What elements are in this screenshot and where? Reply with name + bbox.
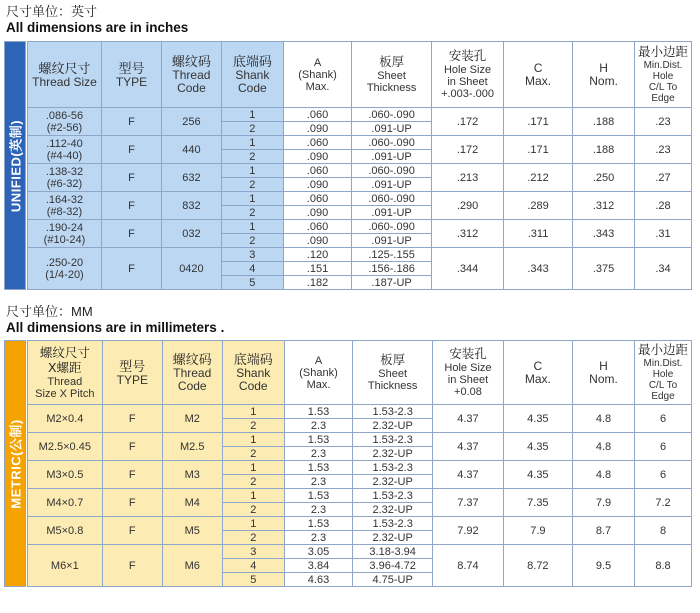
a-shank-cell: .090 xyxy=(283,178,351,192)
sheet-thickness-cell: .060-.090 xyxy=(352,108,432,122)
header-h-nom: H Nom. xyxy=(573,341,635,405)
a-shank-cell: .120 xyxy=(283,248,351,262)
header-min-dist: 最小边距 Min.Dist. Hole C/L To Edge xyxy=(635,42,692,108)
thread-code-cell: 032 xyxy=(162,220,222,248)
type-cell: F xyxy=(101,220,161,248)
a-shank-cell: 2.3 xyxy=(284,447,352,461)
a-shank-cell: .090 xyxy=(283,150,351,164)
thread-size-cell: M2.5×0.45 xyxy=(28,433,103,461)
thread-code-cell: M4 xyxy=(162,489,222,517)
min-dist-cell: 6 xyxy=(635,461,692,489)
type-cell: F xyxy=(102,433,162,461)
thread-code-cell: 832 xyxy=(162,192,222,220)
h-nom-cell: 4.8 xyxy=(573,433,635,461)
header-c-max: C Max. xyxy=(503,42,572,108)
min-dist-cell: 6 xyxy=(635,405,692,433)
hole-size-cell: .290 xyxy=(432,192,504,220)
sheet-thickness-cell: 2.32-UP xyxy=(353,475,433,489)
h-nom-cell: .343 xyxy=(573,220,635,248)
sheet-thickness-cell: 1.53-2.3 xyxy=(353,433,433,447)
a-shank-cell: .090 xyxy=(283,206,351,220)
h-nom-cell: .312 xyxy=(573,192,635,220)
header-sheet-thickness: 板厚 Sheet Thickness xyxy=(352,42,432,108)
hole-size-cell: 4.37 xyxy=(433,461,503,489)
a-shank-cell: .060 xyxy=(283,220,351,234)
sheet-thickness-cell: 3.18-3.94 xyxy=(353,545,433,559)
shank-code-cell: 2 xyxy=(222,419,284,433)
shank-code-cell: 3 xyxy=(221,248,283,262)
sheet-thickness-cell: 4.75-UP xyxy=(353,573,433,587)
sheet-thickness-cell: 1.53-2.3 xyxy=(353,489,433,503)
h-nom-cell: .250 xyxy=(573,164,635,192)
thread-code-cell: 632 xyxy=(162,164,222,192)
h-nom-cell: .375 xyxy=(573,248,635,290)
hole-size-cell: .312 xyxy=(432,220,504,248)
thread-size-cell: M6×1 xyxy=(28,545,103,587)
a-shank-cell: .060 xyxy=(283,164,351,178)
thread-size-cell: .138-32 (#6-32) xyxy=(28,164,102,192)
type-cell: F xyxy=(102,461,162,489)
h-nom-cell: 8.7 xyxy=(573,517,635,545)
h-nom-cell: .188 xyxy=(573,108,635,136)
sheet-thickness-cell: 1.53-2.3 xyxy=(353,461,433,475)
c-max-cell: 7.35 xyxy=(503,489,572,517)
h-nom-cell: 9.5 xyxy=(573,545,635,587)
thread-size-cell: M3×0.5 xyxy=(28,461,103,489)
thread-code-cell: M2.5 xyxy=(162,433,222,461)
c-max-cell: .171 xyxy=(503,108,572,136)
shank-code-cell: 1 xyxy=(222,461,284,475)
inch-unit-label: 尺寸单位：英寸 xyxy=(6,4,98,19)
hole-size-cell: 8.74 xyxy=(433,545,503,587)
a-shank-cell: 1.53 xyxy=(284,433,352,447)
header-thread-size: 螺纹尺寸 Thread Size xyxy=(28,42,102,108)
type-cell: F xyxy=(102,545,162,587)
metric-title: All dimensions are in millimeters . xyxy=(6,320,225,335)
header-type: 型号 TYPE xyxy=(101,42,161,108)
a-shank-cell: .090 xyxy=(283,234,351,248)
table-row xyxy=(28,164,692,178)
sheet-thickness-cell: .091-UP xyxy=(352,122,432,136)
table-row xyxy=(28,192,692,206)
min-dist-cell: .27 xyxy=(635,164,692,192)
shank-code-cell: 1 xyxy=(221,164,283,178)
header-shank-code: 底端码 Shank Code xyxy=(222,341,284,405)
thread-size-cell: .112-40 (#4-40) xyxy=(28,136,102,164)
inch-table xyxy=(27,41,692,290)
a-shank-cell: 2.3 xyxy=(284,419,352,433)
sheet-thickness-cell: .125-.155 xyxy=(352,248,432,262)
sheet-thickness-cell: .091-UP xyxy=(352,178,432,192)
shank-code-cell: 1 xyxy=(222,517,284,531)
min-dist-cell: .28 xyxy=(635,192,692,220)
sheet-thickness-cell: .060-.090 xyxy=(352,136,432,150)
sheet-thickness-cell: .060-.090 xyxy=(352,164,432,178)
c-max-cell: .171 xyxy=(503,136,572,164)
sheet-thickness-cell: .156-.186 xyxy=(352,262,432,276)
c-max-cell: 4.35 xyxy=(503,461,572,489)
shank-code-cell: 2 xyxy=(222,447,284,461)
header-thread-code: 螺纹码 Thread Code xyxy=(162,341,222,405)
hole-size-cell: 4.37 xyxy=(433,433,503,461)
type-cell: F xyxy=(101,164,161,192)
sheet-thickness-cell: .091-UP xyxy=(352,234,432,248)
metric-header-row xyxy=(28,341,692,405)
type-cell: F xyxy=(101,136,161,164)
shank-code-cell: 5 xyxy=(222,573,284,587)
table-row xyxy=(28,461,692,475)
a-shank-cell: 3.05 xyxy=(284,545,352,559)
a-shank-cell: 3.84 xyxy=(284,559,352,573)
a-shank-cell: 1.53 xyxy=(284,405,352,419)
hole-size-cell: .172 xyxy=(432,136,504,164)
inch-header-row xyxy=(28,42,692,108)
thread-code-cell: 440 xyxy=(162,136,222,164)
shank-code-cell: 1 xyxy=(222,405,284,419)
header-thread-size-pitch: 螺纹尺寸 X螺距 Thread Size X Pitch xyxy=(28,341,103,405)
a-shank-cell: 2.3 xyxy=(284,531,352,545)
thread-code-cell: M2 xyxy=(162,405,222,433)
header-h-nom: H Nom. xyxy=(573,42,635,108)
a-shank-cell: 1.53 xyxy=(284,489,352,503)
thread-code-cell: 256 xyxy=(162,108,222,136)
header-a-shank: A (Shank) Max. xyxy=(283,42,351,108)
header-type: 型号 TYPE xyxy=(102,341,162,405)
sheet-thickness-cell: 2.32-UP xyxy=(353,531,433,545)
a-shank-cell: 1.53 xyxy=(284,517,352,531)
sheet-thickness-cell: 2.32-UP xyxy=(353,503,433,517)
hole-size-cell: 7.37 xyxy=(433,489,503,517)
hole-size-cell: .213 xyxy=(432,164,504,192)
shank-code-cell: 1 xyxy=(222,433,284,447)
thread-size-cell: M4×0.7 xyxy=(28,489,103,517)
hole-size-cell: .344 xyxy=(432,248,504,290)
type-cell: F xyxy=(102,405,162,433)
sheet-thickness-cell: 1.53-2.3 xyxy=(353,405,433,419)
thread-code-cell: 0420 xyxy=(162,248,222,290)
type-cell: F xyxy=(102,489,162,517)
thread-size-cell: .250-20 (1/4-20) xyxy=(28,248,102,290)
header-thread-code: 螺纹码 Thread Code xyxy=(162,42,222,108)
type-cell: F xyxy=(101,192,161,220)
shank-code-cell: 2 xyxy=(222,531,284,545)
shank-code-cell: 5 xyxy=(221,276,283,290)
inch-side-label: UNIFIED(英制) xyxy=(4,41,26,290)
type-cell: F xyxy=(101,108,161,136)
sheet-thickness-cell: .091-UP xyxy=(352,150,432,164)
metric-side-label: METRIC(公制) xyxy=(4,340,26,587)
shank-code-cell: 2 xyxy=(221,150,283,164)
a-shank-cell: .060 xyxy=(283,136,351,150)
shank-code-cell: 2 xyxy=(221,206,283,220)
table-row xyxy=(28,405,692,419)
shank-code-cell: 1 xyxy=(222,489,284,503)
metric-unit-label: 尺寸单位：MM xyxy=(6,304,93,319)
header-min-dist: 最小边距 Min.Dist. Hole C/L To Edge xyxy=(635,341,692,405)
hole-size-cell: 7.92 xyxy=(433,517,503,545)
sheet-thickness-cell: .091-UP xyxy=(352,206,432,220)
header-a-shank: A (Shank) Max. xyxy=(284,341,352,405)
metric-table xyxy=(27,340,692,587)
shank-code-cell: 2 xyxy=(221,122,283,136)
a-shank-cell: 1.53 xyxy=(284,461,352,475)
c-max-cell: 4.35 xyxy=(503,433,572,461)
shank-code-cell: 2 xyxy=(222,503,284,517)
table-row xyxy=(28,136,692,150)
table-row xyxy=(28,248,692,262)
sheet-thickness-cell: 1.53-2.3 xyxy=(353,517,433,531)
header-sheet-thickness: 板厚 Sheet Thickness xyxy=(353,341,433,405)
sheet-thickness-cell: .060-.090 xyxy=(352,220,432,234)
type-cell: F xyxy=(101,248,161,290)
sheet-thickness-cell: 2.32-UP xyxy=(353,447,433,461)
table-row xyxy=(28,545,692,559)
min-dist-cell: .23 xyxy=(635,136,692,164)
min-dist-cell: 7.2 xyxy=(635,489,692,517)
thread-code-cell: M6 xyxy=(162,545,222,587)
table-row xyxy=(28,108,692,122)
c-max-cell: .311 xyxy=(503,220,572,248)
shank-code-cell: 2 xyxy=(222,475,284,489)
min-dist-cell: .31 xyxy=(635,220,692,248)
h-nom-cell: 7.9 xyxy=(573,489,635,517)
thread-size-cell: .190-24 (#10-24) xyxy=(28,220,102,248)
header-hole-size: 安装孔 Hole Size in Sheet +0.08 xyxy=(433,341,503,405)
thread-size-cell: .086-56 (#2-56) xyxy=(28,108,102,136)
c-max-cell: .343 xyxy=(503,248,572,290)
a-shank-cell: .090 xyxy=(283,122,351,136)
sheet-thickness-cell: .187-UP xyxy=(352,276,432,290)
table-row xyxy=(28,517,692,531)
a-shank-cell: 2.3 xyxy=(284,503,352,517)
header-hole-size: 安装孔 Hole Size in Sheet +.003-.000 xyxy=(432,42,504,108)
a-shank-cell: .060 xyxy=(283,192,351,206)
h-nom-cell: 4.8 xyxy=(573,405,635,433)
type-cell: F xyxy=(102,517,162,545)
hole-size-cell: 4.37 xyxy=(433,405,503,433)
table-row xyxy=(28,489,692,503)
c-max-cell: 8.72 xyxy=(503,545,572,587)
shank-code-cell: 1 xyxy=(221,108,283,122)
c-max-cell: 4.35 xyxy=(503,405,572,433)
sheet-thickness-cell: .060-.090 xyxy=(352,192,432,206)
min-dist-cell: 8 xyxy=(635,517,692,545)
min-dist-cell: .23 xyxy=(635,108,692,136)
h-nom-cell: 4.8 xyxy=(573,461,635,489)
shank-code-cell: 1 xyxy=(221,220,283,234)
a-shank-cell: .151 xyxy=(283,262,351,276)
h-nom-cell: .188 xyxy=(573,136,635,164)
min-dist-cell: 8.8 xyxy=(635,545,692,587)
hole-size-cell: .172 xyxy=(432,108,504,136)
c-max-cell: 7.9 xyxy=(503,517,572,545)
c-max-cell: .212 xyxy=(503,164,572,192)
thread-size-cell: M2×0.4 xyxy=(28,405,103,433)
header-c-max: C Max. xyxy=(503,341,572,405)
a-shank-cell: 4.63 xyxy=(284,573,352,587)
shank-code-cell: 4 xyxy=(221,262,283,276)
a-shank-cell: .060 xyxy=(283,108,351,122)
shank-code-cell: 1 xyxy=(221,136,283,150)
inch-title: All dimensions are in inches xyxy=(6,20,189,35)
shank-code-cell: 3 xyxy=(222,545,284,559)
thread-size-cell: .164-32 (#8-32) xyxy=(28,192,102,220)
shank-code-cell: 2 xyxy=(221,234,283,248)
min-dist-cell: 6 xyxy=(635,433,692,461)
a-shank-cell: 2.3 xyxy=(284,475,352,489)
shank-code-cell: 4 xyxy=(222,559,284,573)
shank-code-cell: 2 xyxy=(221,178,283,192)
sheet-thickness-cell: 3.96-4.72 xyxy=(353,559,433,573)
table-row xyxy=(28,433,692,447)
shank-code-cell: 1 xyxy=(221,192,283,206)
thread-code-cell: M3 xyxy=(162,461,222,489)
a-shank-cell: .182 xyxy=(283,276,351,290)
thread-size-cell: M5×0.8 xyxy=(28,517,103,545)
sheet-thickness-cell: 2.32-UP xyxy=(353,419,433,433)
c-max-cell: .289 xyxy=(503,192,572,220)
thread-code-cell: M5 xyxy=(162,517,222,545)
min-dist-cell: .34 xyxy=(635,248,692,290)
table-row xyxy=(28,220,692,234)
header-shank-code: 底端码 Shank Code xyxy=(221,42,283,108)
